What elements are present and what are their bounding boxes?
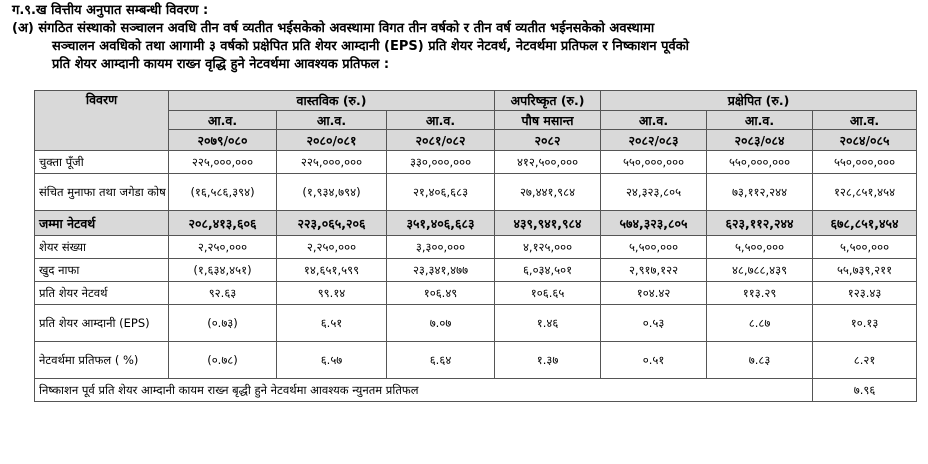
cell-value: २२५,०००,०००	[169, 151, 277, 174]
period-top: आ.व.	[277, 111, 387, 130]
cell-value: ११३.२९	[707, 282, 813, 305]
cell-value: २३,३४१,४७७	[387, 259, 495, 282]
footer-value: ७.९६	[813, 379, 917, 402]
period-bottom: २०८२/०८३	[601, 130, 707, 151]
cell-value: २७,४४१,९८४	[495, 174, 601, 211]
cell-value: ३,३००,०००	[387, 236, 495, 259]
cell-value: ६.५७	[277, 342, 387, 379]
cell-value: (०.७८)	[169, 342, 277, 379]
financial-ratio-table	[34, 90, 917, 402]
table-row-eps	[35, 305, 917, 342]
period-top: आ.व.	[813, 111, 917, 130]
cell-value: १.३७	[495, 342, 601, 379]
table-row-return-on-networth	[35, 342, 917, 379]
cell-value: ७.०७	[387, 305, 495, 342]
group-projected: प्रक्षेपित (रु.)	[601, 91, 917, 111]
cell-value: २,२५०,०००	[277, 236, 387, 259]
cell-value: १०६.६५	[495, 282, 601, 305]
cell-value: ९२.६३	[169, 282, 277, 305]
row-label: जम्मा नेटवर्थ	[35, 211, 169, 236]
table-row-retained-earnings	[35, 174, 917, 211]
cell-value: १०६.४९	[387, 282, 495, 305]
period-bottom: २०८०/०८१	[277, 130, 387, 151]
cell-value: (१६,५८६,३९४)	[169, 174, 277, 211]
row-label: खुद नाफा	[35, 259, 169, 282]
heading-line-2: सञ्चालन अवधिको तथा आगामी ३ वर्षको प्रक्षेपित प्रति शेयर आम्दानी (EPS) प्रति शेयर नेटवर्थ, नेटवर्थमा प्रतिफल र निष्काशन पूर्वको	[52, 39, 690, 54]
period-bottom: २०८४/०८५	[813, 130, 917, 151]
cell-value: १०.१३	[813, 305, 917, 342]
cell-value: ५,५००,०००	[601, 236, 707, 259]
table-row-paid-up-capital	[35, 151, 917, 174]
cell-value: २२५,०००,०००	[277, 151, 387, 174]
period-top: पौष मसान्त	[495, 111, 601, 130]
cell-value: (०.७३)	[169, 305, 277, 342]
group-actual: वास्तविक (रु.)	[169, 91, 495, 111]
cell-value: ७३,११२,२४४	[707, 174, 813, 211]
cell-value: २१,४०६,६८३	[387, 174, 495, 211]
table-row-net-profit	[35, 259, 917, 282]
cell-value: १२३.४३	[813, 282, 917, 305]
cell-value: ७.८३	[707, 342, 813, 379]
footer-label: निष्काशन पूर्व प्रति शेयर आम्दानी कायम राख्न बृद्धी हुने नेटवर्थमा आवश्यक न्युनतम प्रतिफल	[35, 379, 813, 402]
cell-value: २४,३२३,८०५	[601, 174, 707, 211]
cell-value: २,२५०,०००	[169, 236, 277, 259]
cell-value: २२३,०६५,२०६	[277, 211, 387, 236]
table-row-total-networth	[35, 211, 917, 236]
cell-value: ५,५००,०००	[707, 236, 813, 259]
period-bottom: २०८२	[495, 130, 601, 151]
heading-line-3: प्रति शेयर आम्दानी कायम राख्न वृद्धि हुने नेटवर्थमा आवश्यक प्रतिफल :	[52, 57, 390, 72]
period-bottom: २०८१/०८२	[387, 130, 495, 151]
cell-value: १२८,८५१,४५४	[813, 174, 917, 211]
period-top: आ.व.	[601, 111, 707, 130]
cell-value: २,९१७,१२२	[601, 259, 707, 282]
row-label: नेटवर्थमा प्रतिफल ( %)	[35, 342, 169, 379]
section-heading	[12, 2, 912, 74]
cell-value: ६.६४	[387, 342, 495, 379]
cell-value: १.४६	[495, 305, 601, 342]
cell-value: ४८,७८८,४३९	[707, 259, 813, 282]
cell-value: ५,५००,०००	[813, 236, 917, 259]
row-label: शेयर संख्या	[35, 236, 169, 259]
cell-value: ०.५३	[601, 305, 707, 342]
cell-value: ६७८,८५१,४५४	[813, 211, 917, 236]
cell-value: ०.५१	[601, 342, 707, 379]
period-top: आ.व.	[387, 111, 495, 130]
cell-value: ५५,७३९,२११	[813, 259, 917, 282]
cell-value: (१,६३४,४५१)	[169, 259, 277, 282]
table-row-share-count	[35, 236, 917, 259]
group-unaudited: अपरिष्कृत (रु.)	[495, 91, 601, 111]
cell-value: ५५०,०००,०००	[601, 151, 707, 174]
cell-value: ६२३,११२,२४४	[707, 211, 813, 236]
row-label: संचित मुनाफा तथा जगेडा कोष	[35, 174, 169, 211]
cell-value: ९९.१४	[277, 282, 387, 305]
cell-value: १०४.४२	[601, 282, 707, 305]
cell-value: ६.५१	[277, 305, 387, 342]
col-header-description: विवरण	[35, 91, 169, 151]
cell-value: ५५०,०००,०००	[707, 151, 813, 174]
period-top: आ.व.	[169, 111, 277, 130]
cell-value: ३५१,४०६,६८३	[387, 211, 495, 236]
cell-value: ६,०३४,५०१	[495, 259, 601, 282]
heading-line-1: (अ) संगठित संस्थाको सञ्चालन अवधि तीन वर्ष व्यतीत भईसकेको अवस्थामा विगत तीन वर्षको र तीन वर्ष व्यतीत भईनसकेको अवस्थामा	[12, 21, 655, 36]
cell-value: ४१२,५००,०००	[495, 151, 601, 174]
cell-value: ४३९,९४१,९८४	[495, 211, 601, 236]
cell-value: ३३०,०००,०००	[387, 151, 495, 174]
cell-value: १४,६५१,५९९	[277, 259, 387, 282]
cell-value: ५७४,३२३,८०५	[601, 211, 707, 236]
row-label: प्रति शेयर नेटवर्थ	[35, 282, 169, 305]
period-bottom: २०८३/०८४	[707, 130, 813, 151]
cell-value: २०८,४१३,६०६	[169, 211, 277, 236]
table-row-footer	[35, 379, 917, 402]
row-label: चुक्ता पूँजी	[35, 151, 169, 174]
row-label: प्रति शेयर आम्दानी (EPS)	[35, 305, 169, 342]
cell-value: (१,९३४,७९४)	[277, 174, 387, 211]
period-bottom: २०७९/०८०	[169, 130, 277, 151]
cell-value: ८.८७	[707, 305, 813, 342]
table-row-networth-per-share	[35, 282, 917, 305]
cell-value: ५५०,०००,०००	[813, 151, 917, 174]
period-top: आ.व.	[707, 111, 813, 130]
section-title: ग.९.ख वित्तीय अनुपात सम्बन्धी विवरण :	[12, 3, 209, 18]
cell-value: ४,१२५,०००	[495, 236, 601, 259]
cell-value: ८.२१	[813, 342, 917, 379]
